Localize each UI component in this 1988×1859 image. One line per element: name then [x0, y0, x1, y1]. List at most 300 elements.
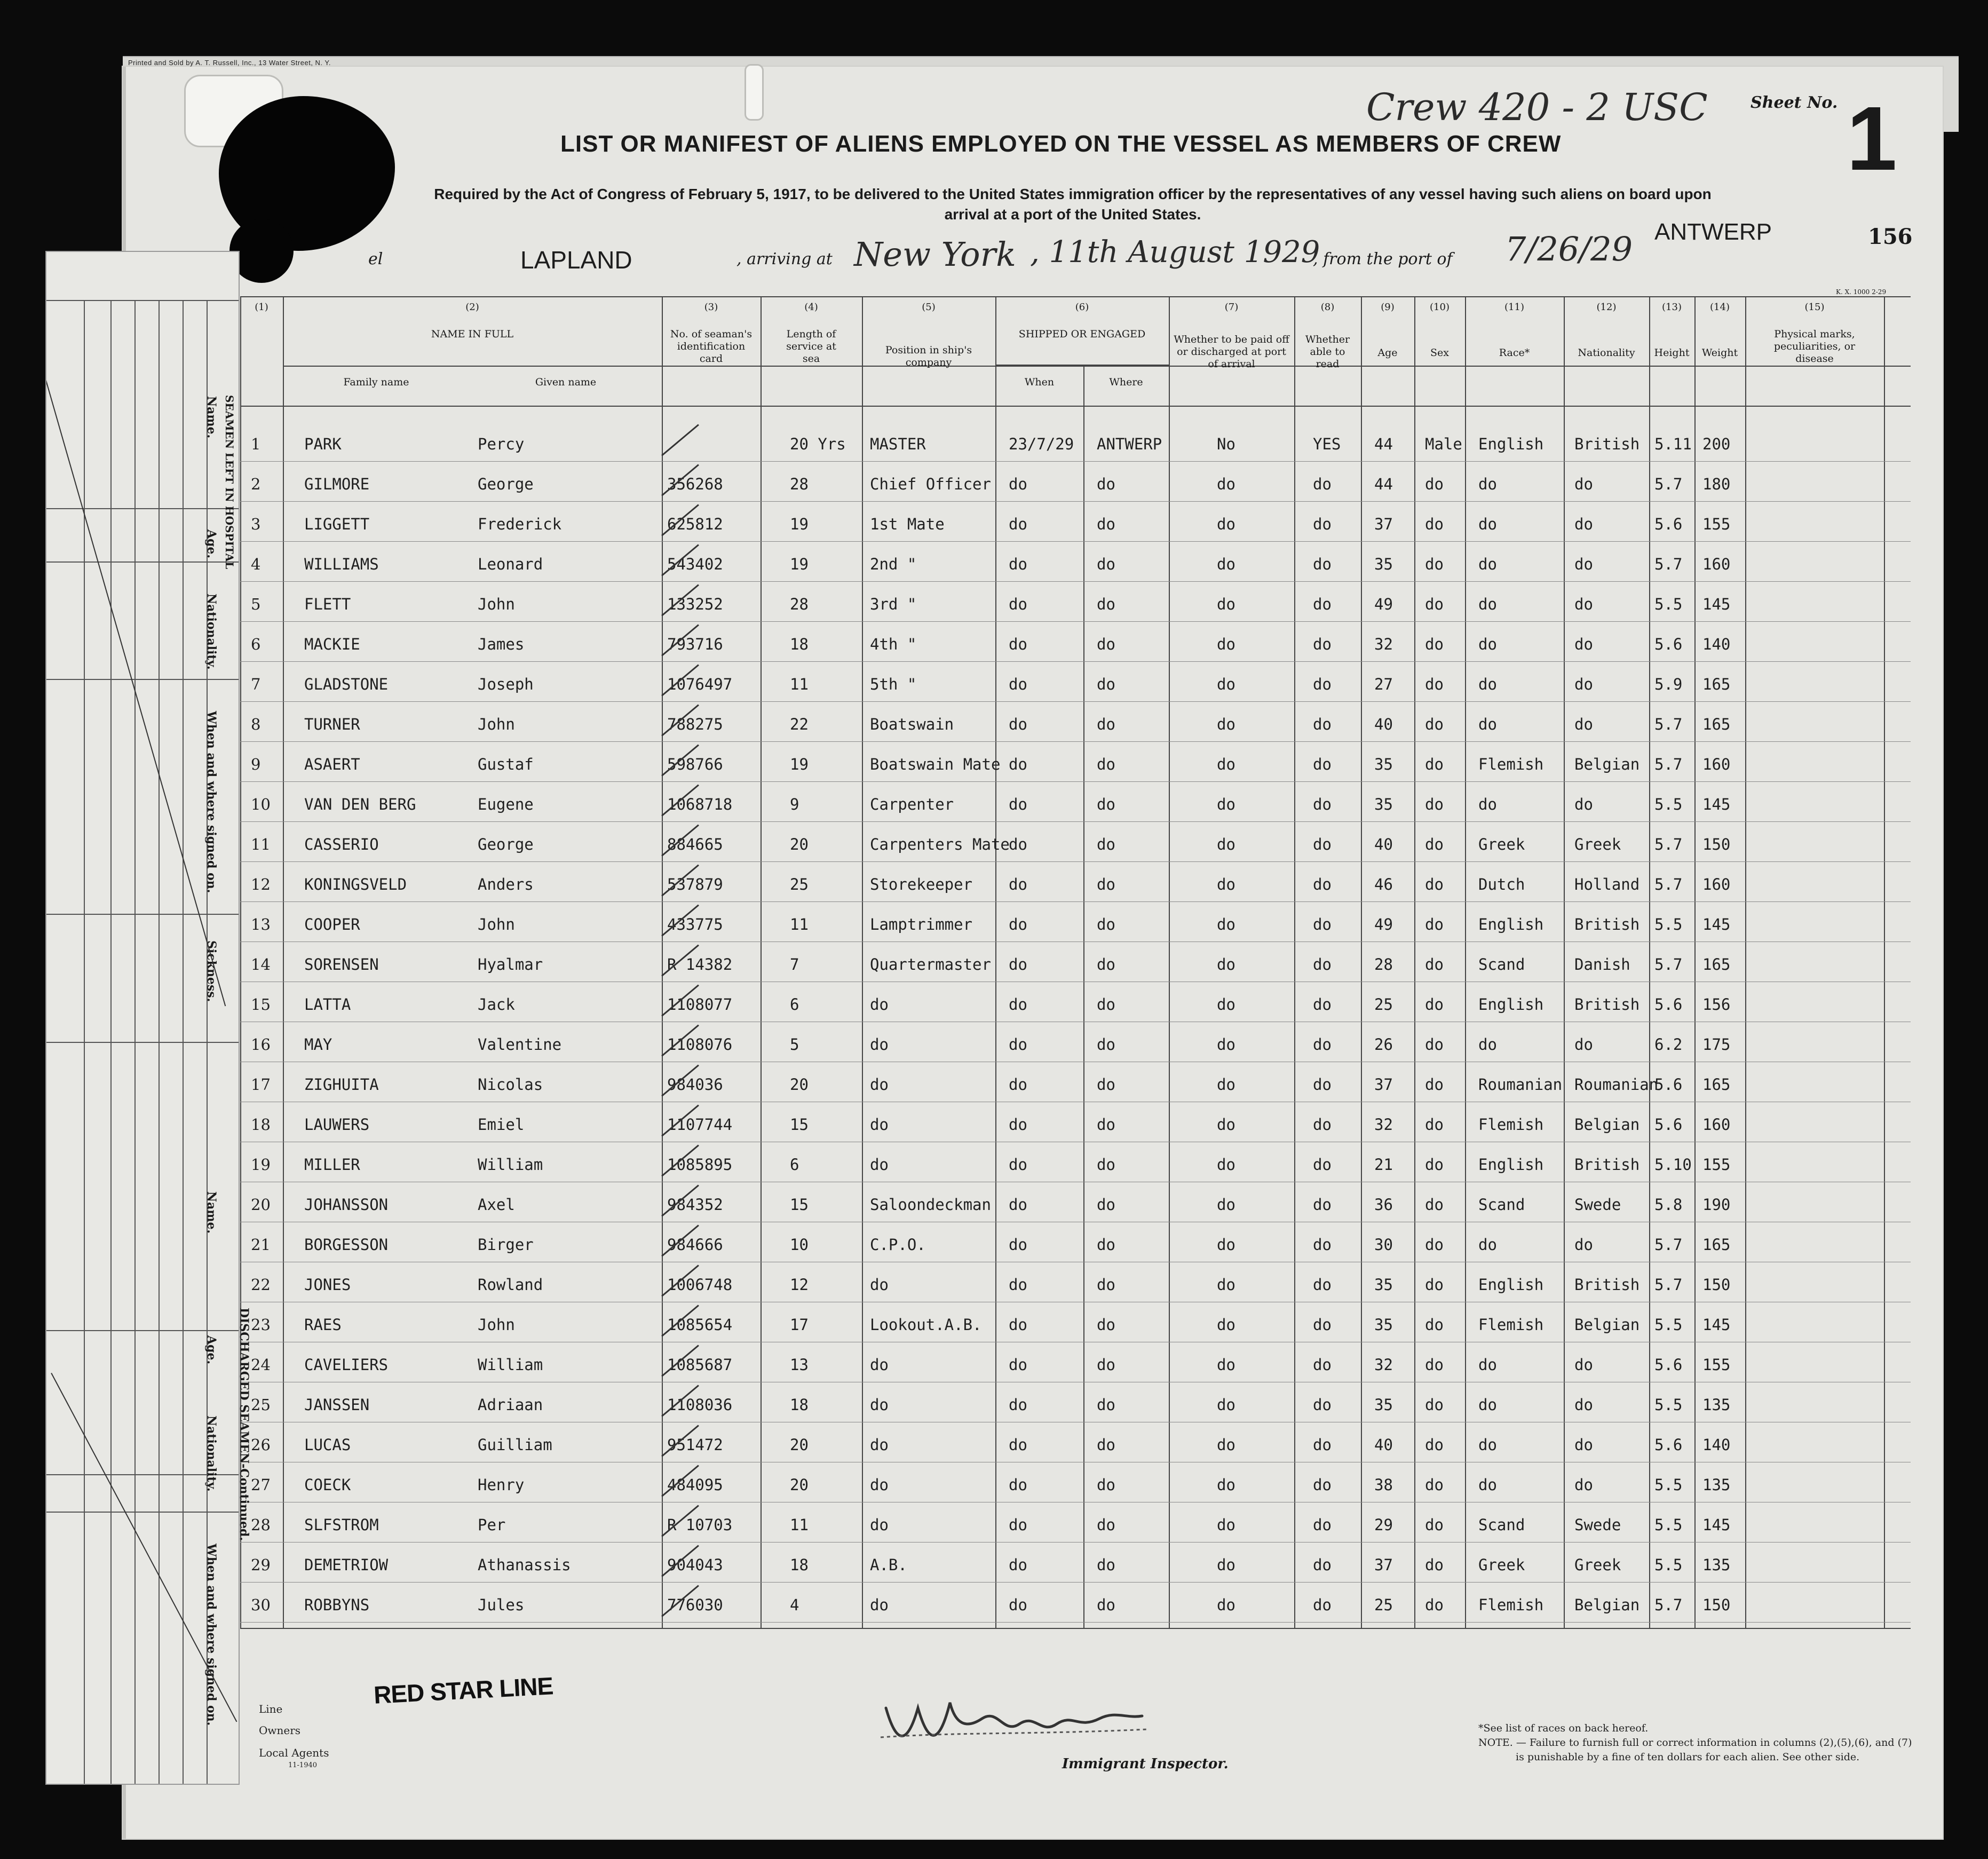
cell-weight: 145: [1702, 595, 1731, 613]
cell-paid: do: [1217, 1276, 1235, 1294]
cell-sex: do: [1425, 1556, 1444, 1574]
cell-family: MACKIE: [304, 635, 360, 653]
cell-family: KONINGSVELD: [304, 875, 407, 893]
table-row: [240, 1102, 1911, 1142]
table-row: [240, 1142, 1911, 1182]
cell-position: Lamptrimmer: [870, 915, 973, 934]
cell-when: 23/7/29: [1009, 435, 1074, 453]
cell-given: Per: [478, 1516, 506, 1534]
cell-nat: do: [1574, 1356, 1593, 1374]
cell-service: 20: [790, 1436, 809, 1454]
cell-paid: do: [1217, 1516, 1235, 1534]
cell-nat: Greek: [1574, 1556, 1621, 1574]
subtitle-line-1: Required by the Act of Congress of February 5, 1917, to be delivered to the United States immigration officer by the representatives of any vessel having such aliens on board upon: [434, 186, 1712, 202]
form-code: K. X. 1000 2-29: [1836, 288, 1887, 296]
cell-paid: do: [1217, 715, 1235, 733]
cell-height: 6.2: [1654, 1035, 1683, 1054]
col-num-6: (6): [1075, 302, 1089, 313]
cell-service: 15: [790, 1196, 809, 1214]
row-rule: [240, 1622, 1911, 1623]
cell-height: 5.6: [1654, 1075, 1683, 1094]
cell-when: do: [1009, 1556, 1027, 1574]
cell-card: 884665: [667, 835, 723, 853]
cell-n: 9: [251, 755, 261, 773]
cell-where: do: [1097, 1316, 1115, 1334]
cell-weight: 140: [1702, 1436, 1731, 1454]
cell-age: 49: [1374, 915, 1393, 934]
cell-height: 5.6: [1654, 1436, 1683, 1454]
cell-position: A.B.: [870, 1556, 907, 1574]
given-name-header: Given name: [535, 376, 597, 388]
cell-n: 29: [251, 1556, 271, 1574]
sex-header: Sex: [1430, 347, 1449, 359]
cell-family: LIGGETT: [304, 515, 370, 533]
cell-sex: do: [1425, 1596, 1444, 1614]
cell-where: do: [1097, 995, 1115, 1014]
cell-service: 5: [790, 1035, 799, 1054]
cell-family: MILLER: [304, 1156, 360, 1174]
cell-read: do: [1313, 475, 1332, 493]
col-num-8: (8): [1320, 302, 1335, 313]
cell-family: SORENSEN: [304, 955, 379, 974]
cell-family: GILMORE: [304, 475, 370, 493]
cell-where: do: [1097, 1436, 1115, 1454]
cell-race: Greek: [1478, 835, 1525, 853]
table-row: [240, 1182, 1911, 1222]
cell-n: 20: [251, 1196, 271, 1214]
local-agents-label: Local Agents: [259, 1746, 329, 1759]
cell-given: William: [478, 1356, 543, 1374]
flap-label-age: Age.: [204, 529, 218, 559]
cell-height: 5.6: [1654, 1116, 1683, 1134]
cell-service: 28: [790, 475, 809, 493]
cell-read: do: [1313, 1436, 1332, 1454]
cell-race: do: [1478, 1035, 1497, 1054]
cell-age: 40: [1374, 835, 1393, 853]
cell-weight: 150: [1702, 1276, 1731, 1294]
cell-weight: 135: [1702, 1476, 1731, 1494]
cell-position: Chief Officer: [870, 475, 991, 493]
cell-when: do: [1009, 1356, 1027, 1374]
cell-nat: Belgian: [1574, 755, 1640, 773]
cell-where: do: [1097, 635, 1115, 653]
cell-position: do: [870, 1436, 889, 1454]
cell-nat: Roumanian: [1574, 1075, 1659, 1094]
cell-sex: do: [1425, 875, 1444, 893]
cell-age: 30: [1374, 1236, 1393, 1254]
cell-given: Frederick: [478, 515, 562, 533]
cell-height: 5.7: [1654, 835, 1683, 853]
cell-position: Carpenter: [870, 795, 954, 813]
cell-sex: do: [1425, 515, 1444, 533]
table-row: [240, 822, 1911, 862]
flap-row: [46, 914, 239, 915]
cell-given: Henry: [478, 1476, 525, 1494]
cell-n: 23: [251, 1316, 271, 1334]
cell-weight: 160: [1702, 1116, 1731, 1134]
cell-height: 5.7: [1654, 1236, 1683, 1254]
cell-when: do: [1009, 835, 1027, 853]
fine-note-2: is punishable by a fine of ten dollars for each alien. See other side.: [1516, 1751, 1860, 1763]
cell-where: do: [1097, 595, 1115, 613]
line-label: Line: [259, 1703, 283, 1715]
cell-paid: do: [1217, 1156, 1235, 1174]
flap-label-signed-on-2: When and where signed on.: [204, 1544, 218, 1726]
cell-nat: British: [1574, 1276, 1640, 1294]
cell-service: 19: [790, 755, 809, 773]
cell-where: do: [1097, 1196, 1115, 1214]
cell-position: do: [870, 1596, 889, 1614]
cell-nat: do: [1574, 515, 1593, 533]
cell-height: 5.11: [1654, 435, 1692, 453]
cell-sex: do: [1425, 1035, 1444, 1054]
cell-card: 484095: [667, 1476, 723, 1494]
cell-card: 1085895: [667, 1156, 733, 1174]
cell-card: R 10703: [667, 1516, 733, 1534]
table-row: [240, 702, 1911, 742]
cell-position: do: [870, 1156, 889, 1174]
cell-when: do: [1009, 915, 1027, 934]
cell-height: 5.7: [1654, 1276, 1683, 1294]
cell-card: 433775: [667, 915, 723, 934]
immigrant-inspector-label: Immigrant Inspector.: [1062, 1756, 1229, 1772]
cell-n: 27: [251, 1476, 271, 1494]
cell-when: do: [1009, 795, 1027, 813]
cell-sex: do: [1425, 555, 1444, 573]
cell-race: Flemish: [1478, 1596, 1544, 1614]
cell-nat: Swede: [1574, 1196, 1621, 1214]
cell-weight: 156: [1702, 995, 1731, 1014]
cell-card: 984352: [667, 1196, 723, 1214]
cell-sex: do: [1425, 795, 1444, 813]
cell-sex: do: [1425, 915, 1444, 934]
cell-sex: do: [1425, 1316, 1444, 1334]
cell-position: do: [870, 1075, 889, 1094]
cell-given: William: [478, 1156, 543, 1174]
table-row: [240, 542, 1911, 582]
cell-height: 5.7: [1654, 875, 1683, 893]
cell-n: 16: [251, 1035, 271, 1054]
table-row: [240, 1542, 1911, 1583]
cell-age: 37: [1374, 515, 1393, 533]
arriving-label: , arriving at: [736, 250, 833, 268]
cell-position: do: [870, 1356, 889, 1374]
table-row: [240, 1583, 1911, 1623]
table-row: [240, 502, 1911, 542]
cell-family: ASAERT: [304, 755, 360, 773]
cell-paid: do: [1217, 1436, 1235, 1454]
cell-card: 951472: [667, 1436, 723, 1454]
cell-weight: 135: [1702, 1556, 1731, 1574]
col-num-12: (12): [1596, 302, 1617, 313]
cell-read: do: [1313, 1396, 1332, 1414]
red-star-line-stamp: RED STAR LINE: [373, 1672, 554, 1709]
cell-service: 28: [790, 595, 809, 613]
cell-card: 1068718: [667, 795, 733, 813]
cell-height: 5.10: [1654, 1156, 1692, 1174]
cell-given: Valentine: [478, 1035, 562, 1054]
cell-card: 793716: [667, 635, 723, 653]
table-border-bottom: [240, 1628, 1911, 1629]
cell-when: do: [1009, 1436, 1027, 1454]
cell-position: Carpenters Mate: [870, 835, 1010, 853]
cell-age: 32: [1374, 1356, 1393, 1374]
manifest-title: LIST OR MANIFEST OF ALIENS EMPLOYED ON THE VESSEL AS MEMBERS OF CREW: [560, 131, 1562, 157]
table-row: [240, 862, 1911, 902]
cell-where: do: [1097, 1236, 1115, 1254]
cell-paid: do: [1217, 915, 1235, 934]
fine-note-1: NOTE. — Failure to furnish full or correct information in columns (2),(5),(6), and (7): [1478, 1737, 1912, 1749]
cell-card: 1085654: [667, 1316, 733, 1334]
cell-service: 20: [790, 1075, 809, 1094]
cell-position: do: [870, 995, 889, 1014]
sheet-number: 1: [1847, 88, 1897, 189]
cell-read: do: [1313, 555, 1332, 573]
cell-n: 1: [251, 435, 261, 453]
cell-where: do: [1097, 1556, 1115, 1574]
cell-where: do: [1097, 1596, 1115, 1614]
manifest-subtitle: [283, 184, 1863, 225]
cell-position: Storekeeper: [870, 875, 973, 893]
subtitle-line-2: arrival at a port of the United States.: [944, 206, 1201, 223]
cell-when: do: [1009, 995, 1027, 1014]
cell-service: 12: [790, 1276, 809, 1294]
cell-height: 5.6: [1654, 1356, 1683, 1374]
cell-read: do: [1313, 1276, 1332, 1294]
cell-card: 984666: [667, 1236, 723, 1254]
cell-where: do: [1097, 475, 1115, 493]
cell-given: Athanassis: [478, 1556, 571, 1574]
cell-family: WILLIAMS: [304, 555, 379, 573]
height-header: Height: [1654, 347, 1690, 359]
cell-sex: do: [1425, 955, 1444, 974]
cell-read: do: [1313, 1075, 1332, 1094]
age-header: Age: [1377, 347, 1398, 359]
table-row: [240, 662, 1911, 702]
cell-nat: British: [1574, 915, 1640, 934]
cell-sex: do: [1425, 715, 1444, 733]
cell-family: BORGESSON: [304, 1236, 389, 1254]
cell-nat: Swede: [1574, 1516, 1621, 1534]
cell-service: 18: [790, 1556, 809, 1574]
cell-given: John: [478, 915, 515, 934]
flap-label-name-2: Name.: [204, 1191, 218, 1234]
cell-read: do: [1313, 1316, 1332, 1334]
cell-where: do: [1097, 1516, 1115, 1534]
col-num-14: (14): [1710, 302, 1730, 313]
cell-service: 20: [790, 835, 809, 853]
cell-n: 14: [251, 955, 271, 974]
paid-off-header: Whether to be paid off or discharged at port of arrival: [1174, 334, 1289, 370]
nationality-header: Nationality: [1578, 347, 1635, 359]
cell-height: 5.9: [1654, 675, 1683, 693]
cell-race: do: [1478, 515, 1497, 533]
cell-n: 22: [251, 1276, 271, 1294]
cell-service: 25: [790, 875, 809, 893]
cell-position: Lookout.A.B.: [870, 1316, 982, 1334]
cell-sex: do: [1425, 1476, 1444, 1494]
name-in-full-header: NAME IN FULL: [431, 328, 514, 340]
table-row: [240, 1342, 1911, 1382]
able-read-header: Whether able to read: [1305, 334, 1350, 370]
cell-n: 7: [251, 675, 261, 693]
cell-n: 6: [251, 635, 261, 653]
cell-sex: do: [1425, 835, 1444, 853]
cell-service: 20 Yrs: [790, 435, 846, 453]
cell-weight: 155: [1702, 1356, 1731, 1374]
printer-line: Printed and Sold by A. T. Russell, Inc., 13 Water Street, N. Y.: [128, 59, 331, 67]
cell-n: 10: [251, 795, 271, 813]
cell-family: FLETT: [304, 595, 351, 613]
cell-family: JOHANSSON: [304, 1196, 389, 1214]
cell-weight: 160: [1702, 555, 1731, 573]
table-row: [240, 422, 1911, 462]
cell-nat: British: [1574, 1156, 1640, 1174]
cell-nat: do: [1574, 1236, 1593, 1254]
cell-position: do: [870, 1476, 889, 1494]
cell-paid: do: [1217, 475, 1235, 493]
cell-family: RAES: [304, 1316, 342, 1334]
table-row: [240, 1382, 1911, 1422]
cell-weight: 145: [1702, 1316, 1731, 1334]
cell-weight: 135: [1702, 1396, 1731, 1414]
cell-when: do: [1009, 715, 1027, 733]
shipped-header: SHIPPED OR ENGAGED: [1018, 328, 1146, 340]
cell-where: do: [1097, 915, 1115, 934]
cell-weight: 175: [1702, 1035, 1731, 1054]
cell-race: do: [1478, 1436, 1497, 1454]
cell-paid: do: [1217, 755, 1235, 773]
cell-age: 37: [1374, 1556, 1393, 1574]
weight-header: Weight: [1701, 347, 1738, 359]
paper-clip-center: [744, 64, 764, 121]
cell-sex: do: [1425, 595, 1444, 613]
arrival-port: New York: [854, 235, 1016, 274]
flap-label-age-2: Age.: [204, 1335, 218, 1365]
cell-sex: Male: [1425, 435, 1462, 453]
cell-given: Guilliam: [478, 1436, 552, 1454]
cell-service: 17: [790, 1316, 809, 1334]
cell-n: 8: [251, 715, 261, 733]
cell-card: 1107744: [667, 1116, 733, 1134]
cell-weight: 190: [1702, 1196, 1731, 1214]
cell-read: do: [1313, 915, 1332, 934]
cell-race: Greek: [1478, 1556, 1525, 1574]
cell-race: English: [1478, 995, 1544, 1014]
cell-card: 543402: [667, 555, 723, 573]
cell-paid: do: [1217, 795, 1235, 813]
cell-weight: 145: [1702, 1516, 1731, 1534]
cell-where: do: [1097, 1356, 1115, 1374]
cell-position: do: [870, 1516, 889, 1534]
cell-n: 11: [251, 835, 271, 853]
cell-race: do: [1478, 1476, 1497, 1494]
cell-age: 28: [1374, 955, 1393, 974]
cell-paid: do: [1217, 1556, 1235, 1574]
cell-paid: do: [1217, 675, 1235, 693]
cell-paid: do: [1217, 555, 1235, 573]
cell-n: 2: [251, 475, 261, 493]
cell-age: 32: [1374, 635, 1393, 653]
cell-paid: do: [1217, 1075, 1235, 1094]
cell-read: do: [1313, 1356, 1332, 1374]
cell-card: 984036: [667, 1075, 723, 1094]
cell-read: do: [1313, 1236, 1332, 1254]
cell-card: 598766: [667, 755, 723, 773]
cell-n: 3: [251, 515, 261, 533]
cell-nat: do: [1574, 555, 1593, 573]
cell-sex: do: [1425, 1236, 1444, 1254]
cell-service: 19: [790, 555, 809, 573]
cell-age: 35: [1374, 1396, 1393, 1414]
cell-given: Hyalmar: [478, 955, 543, 974]
cell-when: do: [1009, 875, 1027, 893]
cell-given: Nicolas: [478, 1075, 543, 1094]
cell-given: Eugene: [478, 795, 534, 813]
flap-row: [46, 300, 239, 301]
cell-card: 904043: [667, 1556, 723, 1574]
cell-position: do: [870, 1396, 889, 1414]
cell-read: do: [1313, 795, 1332, 813]
cell-race: do: [1478, 475, 1497, 493]
col-num-2: (2): [465, 302, 479, 313]
table-row: [240, 902, 1911, 942]
cell-age: 40: [1374, 715, 1393, 733]
col-num-7: (7): [1224, 302, 1239, 313]
cell-age: 35: [1374, 555, 1393, 573]
cell-family: COECK: [304, 1476, 351, 1494]
table-row: [240, 1422, 1911, 1462]
cell-race: English: [1478, 915, 1544, 934]
cell-sex: do: [1425, 1116, 1444, 1134]
cell-when: do: [1009, 1596, 1027, 1614]
cell-family: LAUWERS: [304, 1116, 370, 1134]
cell-paid: do: [1217, 1236, 1235, 1254]
family-name-header: Family name: [343, 376, 409, 388]
cell-sex: do: [1425, 1276, 1444, 1294]
cell-read: do: [1313, 1556, 1332, 1574]
cell-when: do: [1009, 675, 1027, 693]
cell-service: 9: [790, 795, 799, 813]
cell-where: do: [1097, 1276, 1115, 1294]
cell-given: George: [478, 475, 534, 493]
cell-sex: do: [1425, 1436, 1444, 1454]
cell-where: do: [1097, 1396, 1115, 1414]
cell-read: do: [1313, 675, 1332, 693]
cell-height: 5.5: [1654, 1476, 1683, 1494]
cell-given: Axel: [478, 1196, 515, 1214]
cell-read: YES: [1313, 435, 1341, 453]
cell-position: 3rd ": [870, 595, 917, 613]
cell-weight: 165: [1702, 675, 1731, 693]
cell-when: do: [1009, 1116, 1027, 1134]
col-num-10: (10): [1430, 302, 1450, 313]
cell-service: 10: [790, 1236, 809, 1254]
cell-where: ANTWERP: [1097, 435, 1162, 453]
cell-age: 29: [1374, 1516, 1393, 1534]
cell-nat: do: [1574, 1436, 1593, 1454]
cell-position: 5th ": [870, 675, 917, 693]
cell-nat: do: [1574, 1035, 1593, 1054]
cell-service: 11: [790, 1516, 809, 1534]
cell-weight: 140: [1702, 635, 1731, 653]
cell-given: Joseph: [478, 675, 534, 693]
discharged-caption: DISCHARGED SEAMEN-Continued.: [237, 1308, 251, 1541]
cell-height: 5.5: [1654, 1396, 1683, 1414]
cell-paid: do: [1217, 1476, 1235, 1494]
cell-read: do: [1313, 1196, 1332, 1214]
cell-family: GLADSTONE: [304, 675, 389, 693]
